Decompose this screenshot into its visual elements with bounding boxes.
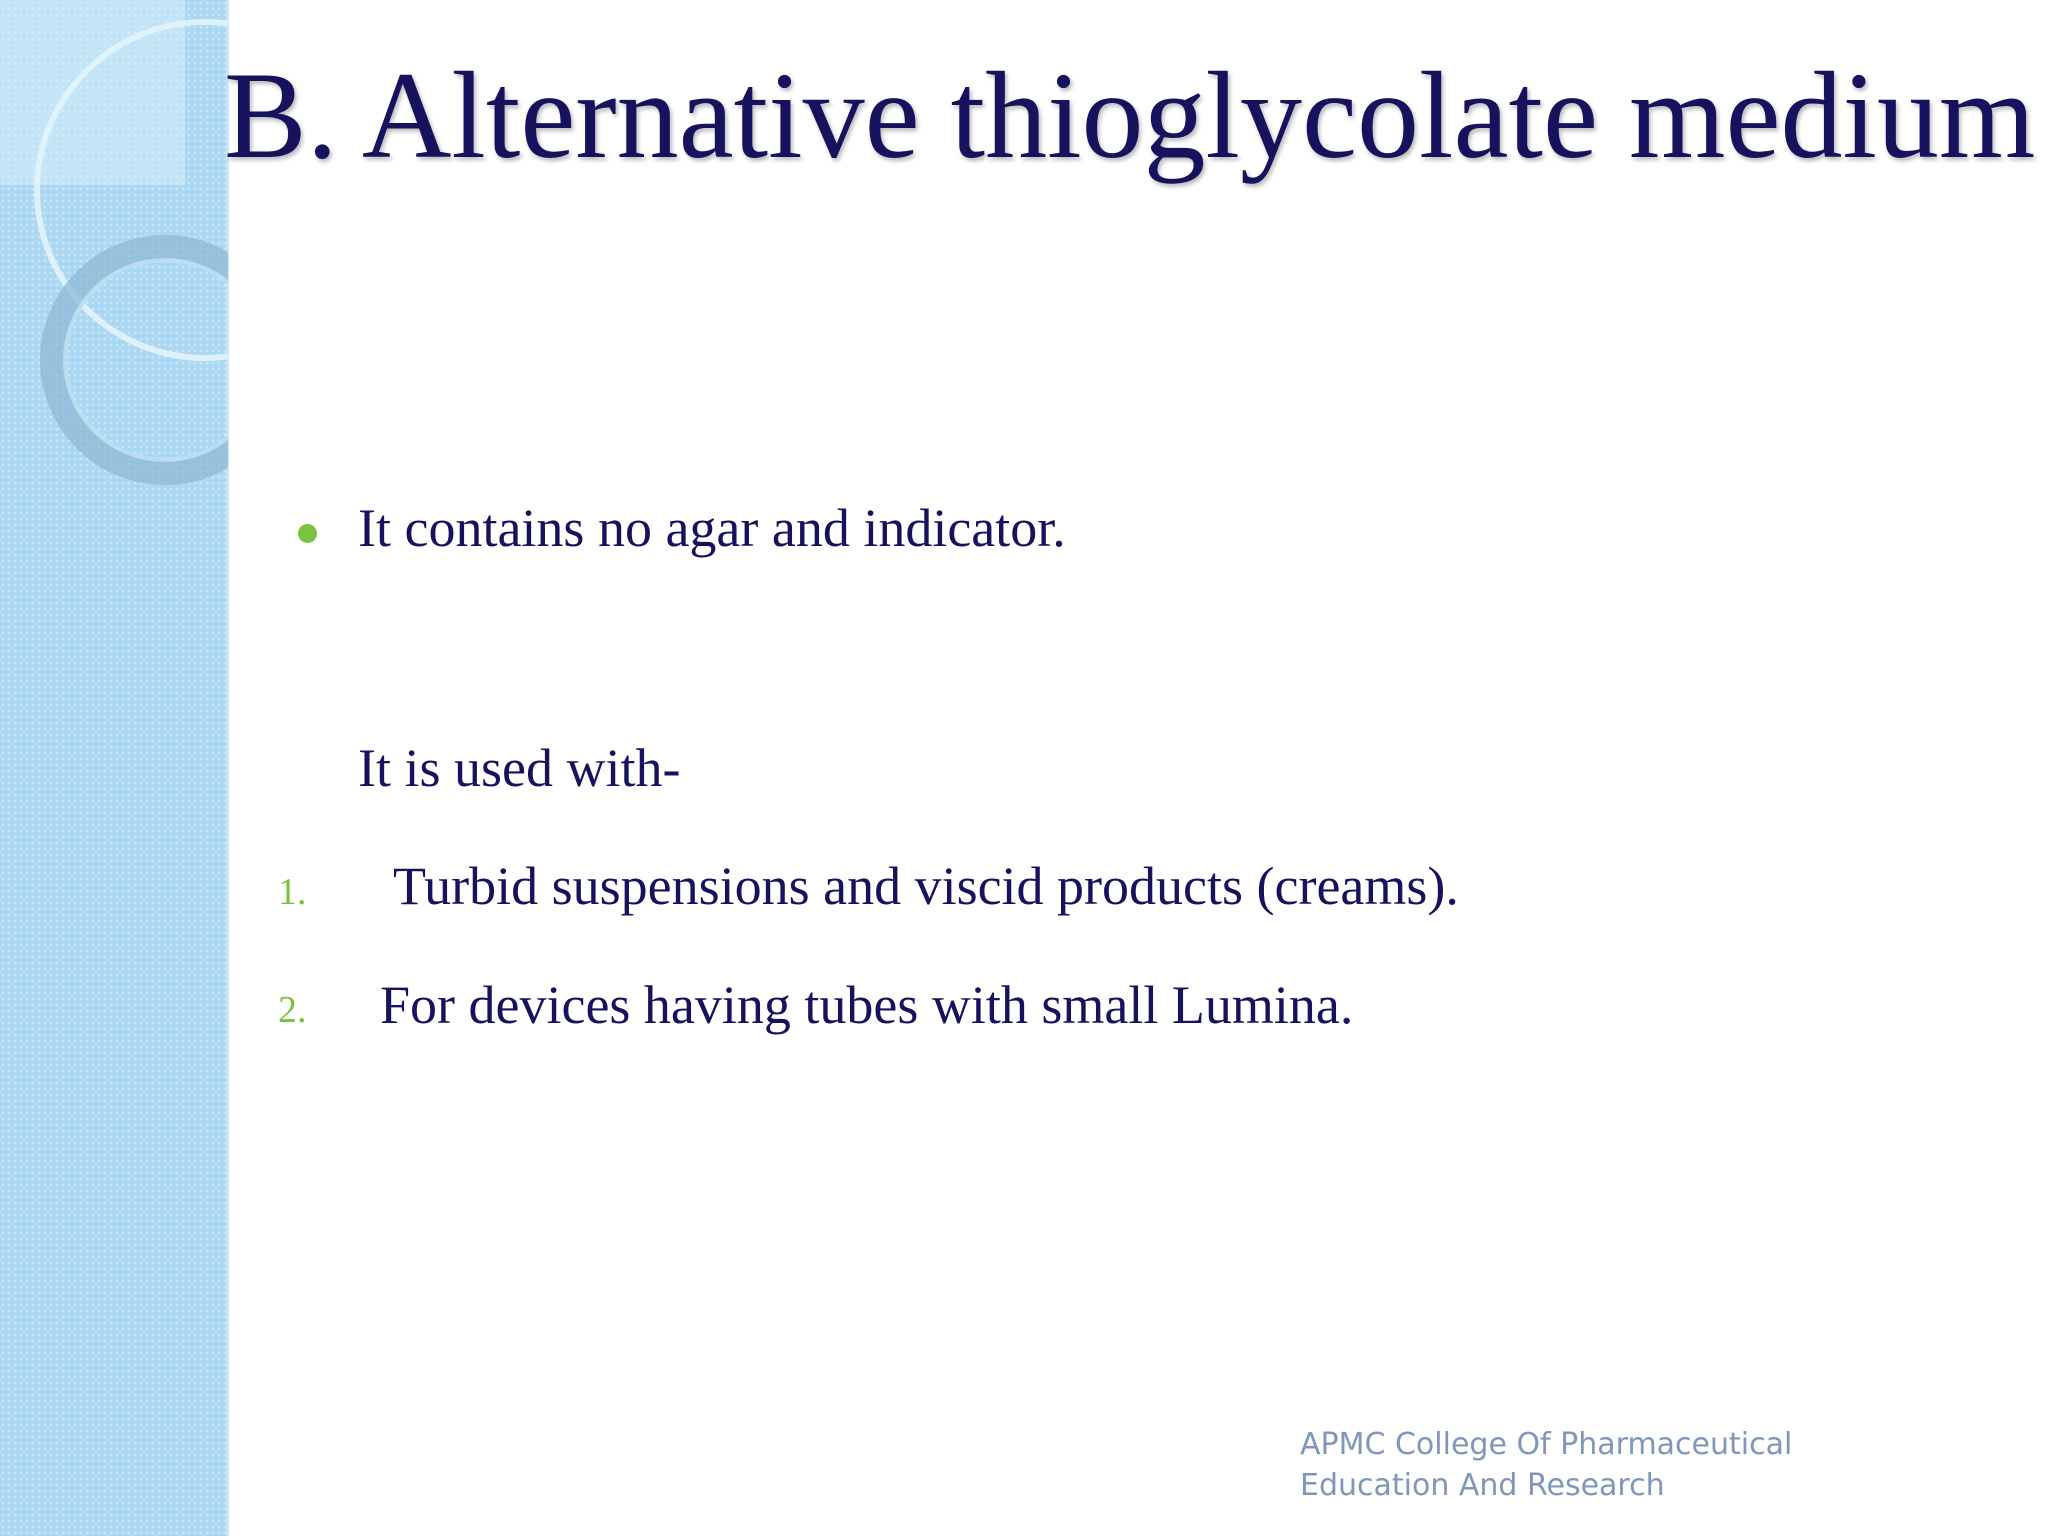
footer-line: Education And Research xyxy=(1300,1468,1665,1503)
swirl-decoration xyxy=(0,0,228,520)
bullet-dot-icon xyxy=(298,524,317,543)
list-item-number: 2. xyxy=(278,989,307,1031)
slide-title: B. Alternative thioglycolate medium xyxy=(224,47,2036,184)
list-item-text: Turbid suspensions and viscid products (creams). xyxy=(393,856,1459,916)
intro-text: It is used with- xyxy=(358,738,681,798)
list-item-text: For devices having tubes with small Lumina. xyxy=(380,975,1354,1035)
bullet-text: It contains no agar and indicator. xyxy=(358,498,1066,558)
list-item-number: 1. xyxy=(278,871,307,913)
footer-line: APMC College Of Pharmaceutical xyxy=(1300,1427,1793,1462)
footer-institution xyxy=(1300,1424,1792,1506)
